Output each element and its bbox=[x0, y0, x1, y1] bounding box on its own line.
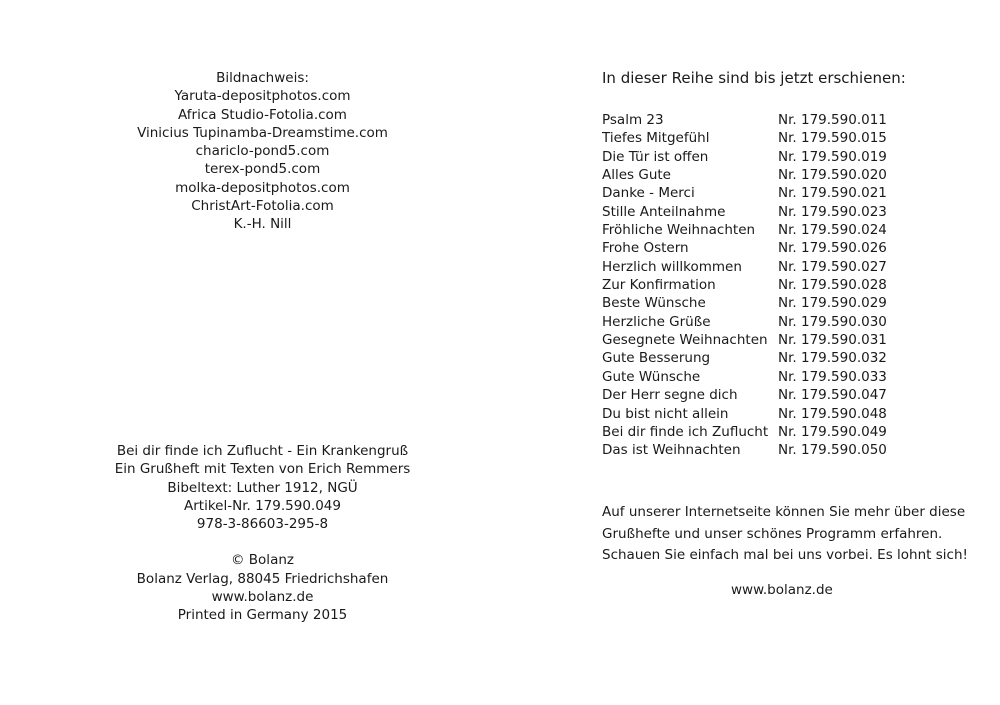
credit-line: ChristArt-Fotolia.com bbox=[191, 198, 334, 215]
series-title: Bei dir finde ich Zuflucht bbox=[602, 423, 769, 440]
series-title: Du bist nicht allein bbox=[602, 405, 729, 422]
series-row bbox=[602, 331, 887, 349]
series-title: Alles Gute bbox=[602, 167, 671, 184]
series-number: Nr. 179.590.026 bbox=[778, 240, 887, 257]
credit-line: Yaruta-depositphotos.com bbox=[174, 88, 351, 105]
spacer bbox=[100, 533, 425, 551]
series-title: Danke - Merci bbox=[602, 185, 695, 202]
series-number: Nr. 179.590.011 bbox=[778, 112, 887, 128]
credit-line: molka-depositphotos.com bbox=[175, 179, 350, 196]
imprint-line: Ein Grußheft mit Texten von Erich Remmers bbox=[114, 461, 411, 478]
series-row bbox=[602, 129, 887, 147]
credit-line: terex-pond5.com bbox=[204, 161, 321, 178]
credit-line: Vinicius Tupinamba-Dreamstime.com bbox=[137, 124, 388, 141]
series-title: Herzliche Grüße bbox=[602, 313, 711, 330]
series-row bbox=[602, 349, 887, 367]
series-row bbox=[602, 184, 887, 202]
series-number: Nr. 179.590.021 bbox=[778, 185, 887, 202]
credit-line: Africa Studio-Fotolia.com bbox=[178, 106, 347, 123]
series-row bbox=[602, 148, 887, 166]
imprint bbox=[100, 442, 425, 625]
series-row bbox=[602, 423, 887, 441]
series-title: Frohe Ostern bbox=[602, 240, 689, 257]
imprint-line: Bei dir finde ich Zuflucht - Ein Krankengruß bbox=[116, 443, 409, 459]
imprint-line: Bolanz Verlag, 88045 Friedrichshafen bbox=[136, 570, 389, 587]
series-row bbox=[602, 258, 887, 276]
series-number: Nr. 179.590.050 bbox=[778, 442, 887, 459]
series-number: Nr. 179.590.031 bbox=[778, 332, 887, 349]
series-number: Nr. 179.590.028 bbox=[778, 277, 887, 294]
series-number: Nr. 179.590.032 bbox=[778, 350, 887, 367]
series-title: Gesegnete Weihnachten bbox=[602, 332, 768, 349]
series-title: Die Tür ist offen bbox=[602, 148, 709, 165]
imprint-line: 978-3-86603-295-8 bbox=[196, 516, 329, 533]
website-link[interactable]: www.bolanz.de bbox=[731, 582, 833, 598]
series-row bbox=[602, 166, 887, 184]
series-row bbox=[602, 386, 887, 404]
website-note bbox=[602, 502, 968, 567]
credits-heading: Bildnachweis: bbox=[216, 70, 309, 86]
series-row bbox=[602, 239, 887, 257]
series-number: Nr. 179.590.049 bbox=[778, 423, 887, 440]
series-title: Zur Konfirmation bbox=[602, 277, 716, 294]
image-credits bbox=[100, 69, 425, 234]
series-title: Fröhliche Weihnachten bbox=[602, 222, 756, 239]
series-number: Nr. 179.590.024 bbox=[778, 222, 887, 239]
series-row bbox=[602, 313, 887, 331]
series-number: Nr. 179.590.023 bbox=[778, 203, 887, 220]
series-title: Der Herr segne dich bbox=[602, 387, 738, 404]
series-row bbox=[602, 203, 887, 221]
series-row bbox=[602, 276, 887, 294]
series-number: Nr. 179.590.020 bbox=[778, 167, 887, 184]
series-number: Nr. 179.590.048 bbox=[778, 405, 887, 422]
credit-line: chariclo-pond5.com bbox=[195, 143, 330, 160]
series-row bbox=[602, 405, 887, 423]
series-number: Nr. 179.590.047 bbox=[778, 387, 887, 404]
note-line: Schauen Sie einfach mal bei uns vorbei. Es lohnt sich! bbox=[602, 547, 968, 563]
note-line: Grußhefte und unser schönes Programm erfahren. bbox=[602, 525, 943, 542]
series-title: Gute Wünsche bbox=[602, 368, 701, 385]
imprint-line: Printed in Germany 2015 bbox=[177, 607, 348, 624]
series-title: Tiefes Mitgefühl bbox=[602, 130, 710, 147]
series-heading: In dieser Reihe sind bis jetzt erschienen: bbox=[602, 69, 906, 87]
series-title: Gute Besserung bbox=[602, 350, 711, 367]
series-row bbox=[602, 441, 887, 459]
series-title: Stille Anteilnahme bbox=[602, 203, 726, 220]
series-row bbox=[602, 294, 887, 312]
series-number: Nr. 179.590.030 bbox=[778, 313, 887, 330]
series-title: Herzlich willkommen bbox=[602, 258, 742, 275]
series-list bbox=[602, 111, 887, 460]
imprint-line: Bibeltext: Luther 1912, NGÜ bbox=[167, 479, 358, 496]
series-number: Nr. 179.590.027 bbox=[778, 258, 887, 275]
series-number: Nr. 179.590.019 bbox=[778, 148, 887, 165]
series-title: Das ist Weihnachten bbox=[602, 442, 741, 459]
series-title: Psalm 23 bbox=[602, 112, 664, 128]
series-number: Nr. 179.590.033 bbox=[778, 368, 887, 385]
series-row bbox=[602, 111, 887, 129]
note-line: Auf unserer Internetseite können Sie mehr über diese bbox=[602, 504, 966, 520]
series-number: Nr. 179.590.029 bbox=[778, 295, 887, 312]
series-title: Beste Wünsche bbox=[602, 295, 706, 312]
series-row bbox=[602, 221, 887, 239]
series-row bbox=[602, 368, 887, 386]
imprint-line: © Bolanz bbox=[231, 552, 294, 569]
series-number: Nr. 179.590.015 bbox=[778, 130, 887, 147]
imprint-line: www.bolanz.de bbox=[211, 589, 314, 606]
credit-line: K.-H. Nill bbox=[233, 216, 292, 233]
imprint-line: Artikel-Nr. 179.590.049 bbox=[184, 497, 341, 514]
